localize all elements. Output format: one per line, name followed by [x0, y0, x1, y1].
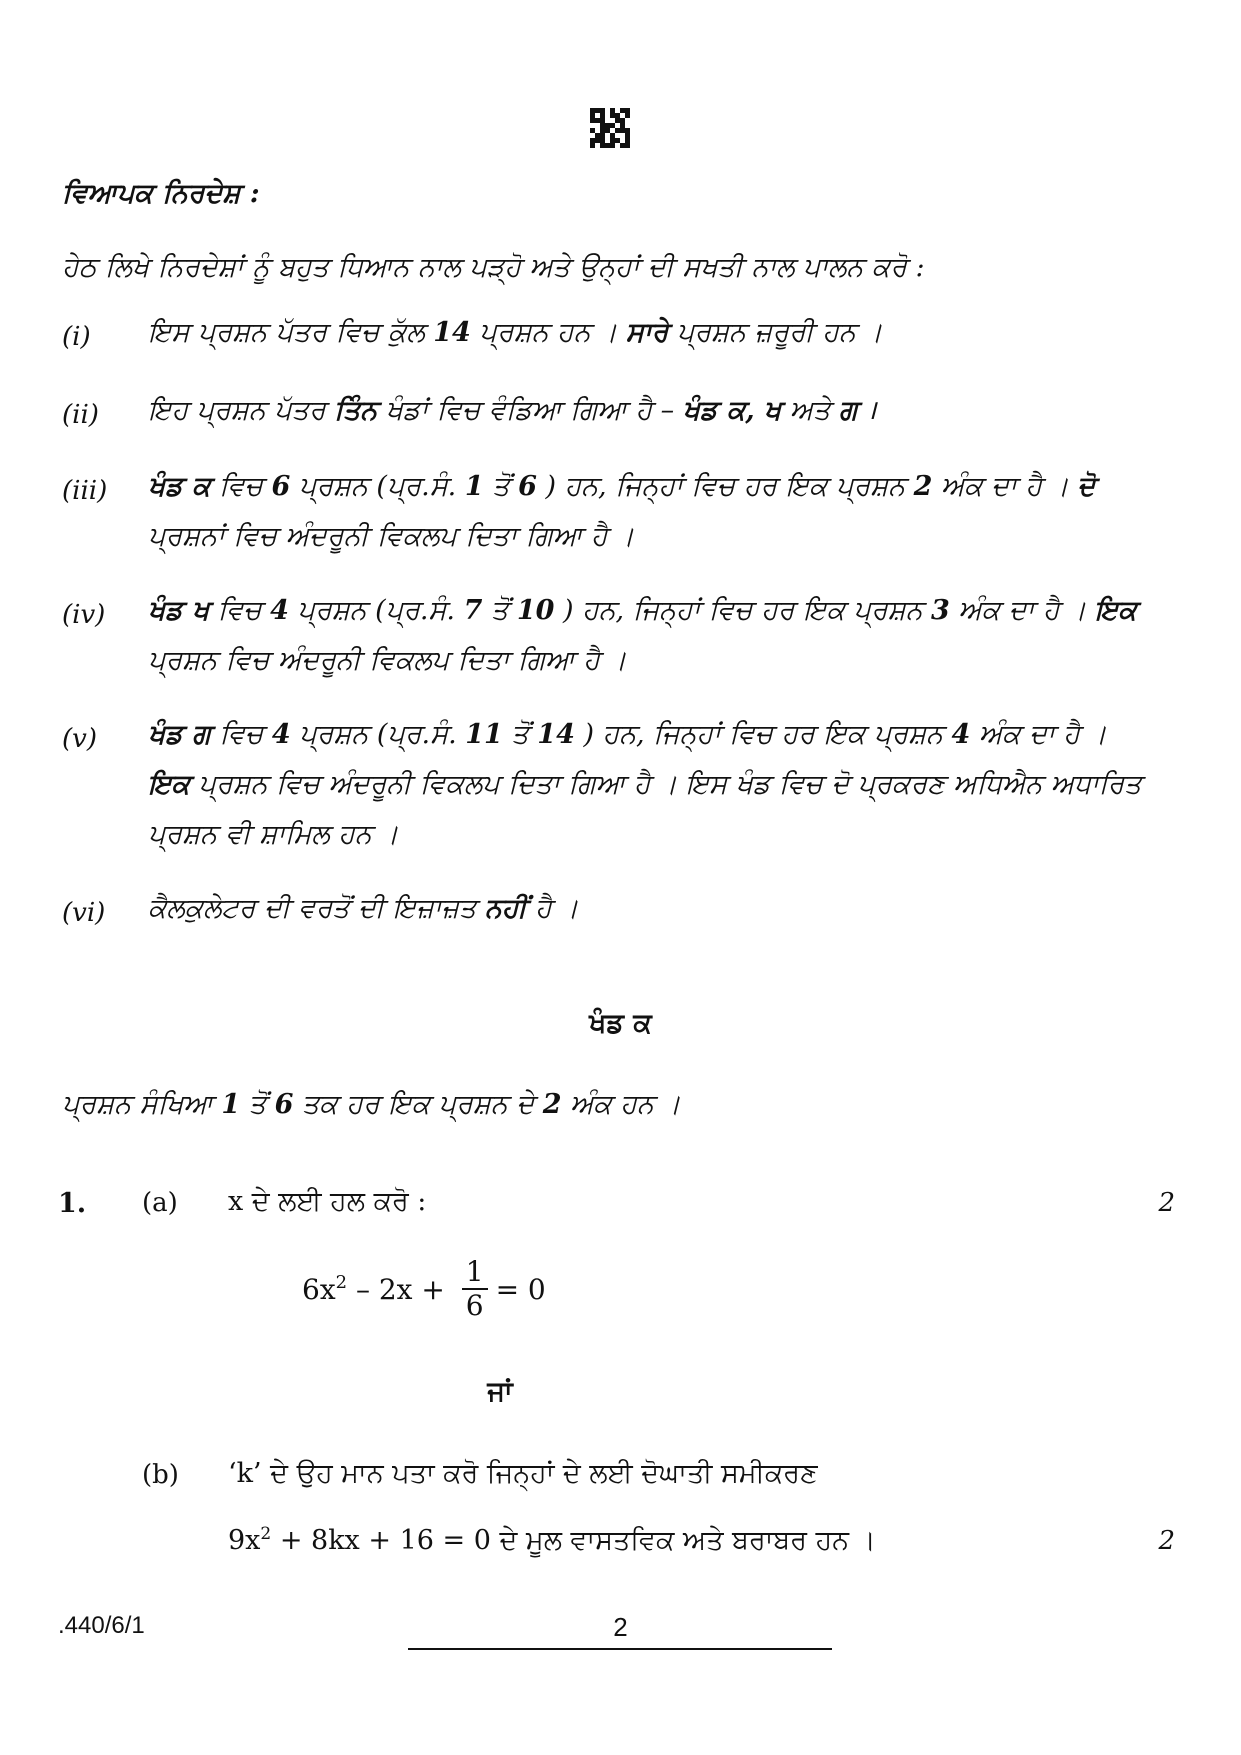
footer-divider — [408, 1648, 832, 1650]
instruction-text: ਇਸ ਪ੍ਰਸ਼ਨ ਪੱਤਰ ਵਿਚ ਕੁੱਲ 14 ਪ੍ਰਸ਼ਨ ਹਨ । ਸਾਰੇ ਪ੍ਰਸ਼ਨ ਜ਼ਰੂਰੀ ਹਨ । — [148, 317, 883, 348]
page-number: 2 — [613, 1612, 628, 1642]
instruction-text: ਖੰਡ ਗ ਵਿਚ 4 ਪ੍ਰਸ਼ਨ (ਪ੍ਰ.ਸੰ. 11 ਤੋਂ 14 ) ਹਨ, ਜਿਨ੍ਹਾਂ ਵਿਚ ਹਰ ਇਕ ਪ੍ਰਸ਼ਨ 4 ਅੰਕ ਦਾ ਹੈ । ਇਕ ਪ੍ਰਸ਼ਨ ਵਿਚ ਅੰਦਰੂਨੀ ਵਿਕਲਪ ਦਿਤਾ ਗਿਆ ਹੈ । ਇਸ ਖੰਡ ਵਿਚ ਦੋ ਪ੍ਰਕਰਣ ਅਧਿਐਨ ਅਧਾਰਿਤ ਪ੍ਰਸ਼ਨ ਵੀ ਸ਼ਾਮਿਲ ਹਨ । — [148, 719, 1142, 850]
instruction-number: (iv) — [62, 600, 106, 630]
instruction-text: ਖੰਡ ਕ ਵਿਚ 6 ਪ੍ਰਸ਼ਨ (ਪ੍ਰ.ਸੰ. 1 ਤੋਂ 6 ) ਹਨ, ਜਿਨ੍ਹਾਂ ਵਿਚ ਹਰ ਇਕ ਪ੍ਰਸ਼ਨ 2 ਅੰਕ ਦਾ ਹੈ । ਦੋ ਪ੍ਰਸ਼ਨਾਂ ਵਿਚ ਅੰਦਰੂਨੀ ਵਿਕਲਪ ਦਿਤਾ ਗਿਆ ਹੈ । — [148, 471, 1096, 552]
instructions-intro: ਹੇਠ ਲਿਖੇ ਨਿਰਦੇਸ਼ਾਂ ਨੂੰ ਬਹੁਤ ਧਿਆਨ ਨਾਲ ਪੜ੍ਹੋ ਅਤੇ ਉਨ੍ਹਾਂ ਦੀ ਸਖਤੀ ਨਾਲ ਪਾਲਨ ਕਰੋ : — [62, 252, 925, 283]
paper-code: .440/6/1 — [58, 1612, 145, 1639]
part-a-label: (a) — [142, 1188, 178, 1218]
instruction-text: ਕੈਲਕੁਲੇਟਰ ਦੀ ਵਰਤੋਂ ਦੀ ਇਜ਼ਾਜ਼ਤ ਨਹੀਂ ਹੈ । — [148, 893, 579, 924]
part-b-equation-text: $9x^2 + 8kx + 16 = 0$ ਦੇ ਮੂਲ ਵਾਸਤਵਿਕ ਅਤੇ ਬਰਾਬਰ ਹਨ । — [228, 1524, 876, 1556]
section-title: ਖੰਡ ਕ — [589, 1008, 652, 1039]
section-note: ਪ੍ਰਸ਼ਨ ਸੰਖਿਆ 1 ਤੋਂ 6 ਤਕ ਹਰ ਇਕ ਪ੍ਰਸ਼ਨ ਦੇ 2 ਅੰਕ ਹਨ । — [62, 1089, 681, 1120]
fraction: $\frac{1}{6}$ — [462, 1256, 488, 1322]
instruction-number: (ii) — [62, 400, 99, 430]
instruction-text: ਖੰਡ ਖ ਵਿਚ 4 ਪ੍ਰਸ਼ਨ (ਪ੍ਰ.ਸੰ. 7 ਤੋਂ 10 ) ਹਨ, ਜਿਨ੍ਹਾਂ ਵਿਚ ਹਰ ਇਕ ਪ੍ਰਸ਼ਨ 3 ਅੰਕ ਦਾ ਹੈ । ਇਕ ਪ੍ਰਸ਼ਨ ਵਿਚ ਅੰਦਰੂਨੀ ਵਿਕਲਪ ਦਿਤਾ ਗਿਆ ਹੈ । — [148, 595, 1137, 676]
instruction-number: (vi) — [62, 898, 106, 928]
part-a-marks: 2 — [1158, 1188, 1175, 1218]
question-number: 1. — [58, 1188, 87, 1219]
instruction-number: (iii) — [62, 476, 108, 506]
instruction-number: (i) — [62, 322, 91, 352]
part-b-label: (b) — [142, 1460, 179, 1490]
part-a-text: x ਦੇ ਲਈ ਹਲ ਕਰੋ : — [228, 1186, 427, 1217]
qr-code — [590, 108, 630, 148]
instruction-number: (v) — [62, 724, 97, 754]
part-b-text: ‘k’ ਦੇ ਉਹ ਮਾਨ ਪਤਾ ਕਰੋ ਜਿਨ੍ਹਾਂ ਦੇ ਲਈ ਦੋਘਾਤੀ ਸਮੀਕਰਣ — [228, 1458, 818, 1489]
general-instructions-heading: ਵਿਆਪਕ ਨਿਰਦੇਸ਼ : — [62, 178, 260, 209]
or-separator: ਜਾਂ — [487, 1376, 513, 1407]
quadratic-equation: 6x $^2$ – 2x + $\frac{1}{6}$ = 0 — [302, 1255, 546, 1322]
instruction-text: ਇਹ ਪ੍ਰਸ਼ਨ ਪੱਤਰ ਤਿੰਨ ਖੰਡਾਂ ਵਿਚ ਵੰਡਿਆ ਗਿਆ ਹੈ – ਖੰਡ ਕ, ਖ ਅਤੇ ਗ । — [148, 395, 877, 426]
part-b-marks: 2 — [1158, 1526, 1175, 1556]
